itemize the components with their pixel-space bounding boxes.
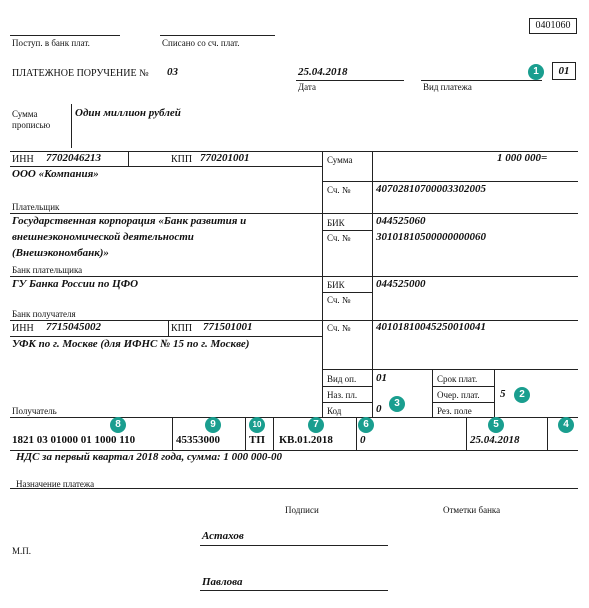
op-kod: 0: [376, 403, 382, 415]
grid-v-494: [494, 369, 495, 417]
recipient-bank-bik: 044525000: [376, 278, 426, 290]
order-date: 25.04.2018: [298, 66, 348, 78]
badge-8: 8: [110, 417, 126, 433]
tax-period: КВ.01.2018: [279, 434, 333, 446]
received-label: Поступ. в банк плат.: [12, 38, 90, 48]
signer-2: Павлова: [202, 576, 243, 588]
recipient-label: Получатель: [12, 406, 57, 416]
op-ocher: 5: [500, 388, 506, 400]
op-naz-label: Наз. пл.: [327, 390, 358, 400]
op-vid: 01: [376, 372, 387, 384]
grid-line-369: [322, 369, 578, 370]
badge-2: 2: [514, 387, 530, 403]
tax-oktmo: 45353000: [176, 434, 220, 446]
tax-v-6: [547, 417, 548, 450]
grid-v-128: [128, 151, 129, 166]
tax-basis: ТП: [249, 434, 265, 446]
payer-account: 40702810700003302005: [376, 183, 486, 195]
op-rez-label: Рез. поле: [437, 406, 472, 416]
recipient-name: УФК по г. Москве (для ИФНС № 15 по г. Москве): [12, 338, 250, 350]
debited-line: [160, 35, 275, 36]
payer-bank-name-3: (Внешэкономбанк)»: [12, 247, 109, 259]
badge-10: 10: [249, 417, 265, 433]
grid-line-402b: [432, 402, 494, 403]
sum-words-label-1: Сумма: [12, 109, 38, 119]
order-number: 03: [167, 66, 178, 78]
grid-v-322: [322, 151, 323, 417]
tax-v-2: [245, 417, 246, 450]
payer-kpp-label: КПП: [171, 154, 193, 165]
payer-bank-corr-account: 30101810500000000060: [376, 231, 486, 243]
payer-bank-name-1: Государственная корпорация «Банк развития и: [12, 215, 247, 227]
mp-label: М.П.: [12, 546, 32, 556]
purpose-label: Назначение платежа: [16, 479, 95, 489]
signature-line-1: [200, 545, 388, 546]
grid-line-276: [10, 276, 578, 277]
badge-3: 3: [389, 396, 405, 412]
tax-v-1: [172, 417, 173, 450]
payer-inn: 7702046213: [46, 152, 101, 164]
sum-words: Один миллион рублей: [75, 107, 181, 119]
tax-v-4: [356, 417, 357, 450]
grid-line-386: [322, 386, 372, 387]
payer-bank-bik-label: БИК: [327, 218, 345, 228]
debited-label: Списано со сч. плат.: [162, 38, 240, 48]
recipient-kpp-label: КПП: [171, 323, 193, 334]
recipient-bank-corr-label: Сч. №: [327, 295, 351, 305]
op-srok-label: Срок плат.: [437, 374, 478, 384]
recipient-inn-label: ИНН: [12, 323, 34, 334]
op-vid-label: Вид оп.: [327, 374, 357, 384]
recipient-account: 40101810045250010041: [376, 321, 486, 333]
op-kod-label: Код: [327, 406, 342, 416]
tax-v-3: [273, 417, 274, 450]
payer-inn-label: ИНН: [12, 154, 34, 165]
tax-doc-number: 0: [360, 434, 366, 446]
form-code: 0401060: [529, 18, 577, 34]
date-line: [296, 80, 404, 81]
tax-kbk: 1821 03 01000 01 1000 110: [12, 434, 136, 446]
sum-label: Сумма: [327, 155, 353, 165]
badge-9: 9: [205, 417, 221, 433]
badge-4: 4: [558, 417, 574, 433]
form-title: ПЛАТЕЖНОЕ ПОРУЧЕНИЕ №: [12, 68, 149, 79]
payer-name: ООО «Компания»: [12, 168, 99, 180]
tax-doc-date: 25.04.2018: [470, 434, 520, 446]
recipient-bank-bik-label: БИК: [327, 280, 345, 290]
badge-1: 1: [528, 64, 544, 80]
grid-line-386b: [432, 386, 494, 387]
payment-type-line: [421, 80, 542, 81]
payer-bank-corr-label: Сч. №: [327, 233, 351, 243]
grid-v-432: [432, 369, 433, 417]
badge-7: 7: [308, 417, 324, 433]
signature-line-2: [200, 590, 388, 591]
bank-marks-label: Отметки банка: [443, 505, 501, 515]
recipient-account-label: Сч. №: [327, 323, 351, 333]
payer-bank-label: Банк плательщика: [12, 265, 83, 275]
signatures-label: Подписи: [285, 505, 319, 515]
badge-5: 5: [488, 417, 504, 433]
grid-line-402: [322, 402, 372, 403]
grid-line-213: [10, 213, 578, 214]
payment-type-label: Вид платежа: [423, 82, 472, 92]
grid-v-372: [372, 151, 373, 417]
payer-kpp: 770201001: [200, 152, 250, 164]
payer-label: Плательщик: [12, 202, 60, 212]
recipient-kpp: 771501001: [203, 321, 253, 333]
tax-v-5: [466, 417, 467, 450]
signer-1: Астахов: [202, 530, 244, 542]
grid-line-292: [322, 292, 372, 293]
recipient-inn: 7715045002: [46, 321, 101, 333]
recipient-bank-name: ГУ Банка России по ЦФО: [12, 278, 139, 290]
grid-line-336: [10, 336, 322, 337]
grid-line-230: [322, 230, 372, 231]
badge-6: 6: [358, 417, 374, 433]
payer-bank-bik: 044525060: [376, 215, 426, 227]
op-ocher-label: Очер. плат.: [437, 390, 480, 400]
recipient-bank-label: Банк получателя: [12, 309, 76, 319]
payer-account-label: Сч. №: [327, 185, 351, 195]
received-line: [10, 35, 120, 36]
grid-line-488: [10, 488, 578, 489]
grid-v-168: [168, 320, 169, 336]
date-label: Дата: [298, 82, 316, 92]
payer-bank-name-2: внешнеэкономической деятельности: [12, 231, 194, 243]
purpose-text: НДС за первый квартал 2018 года, сумма: 1 000 000-00: [16, 451, 283, 463]
grid-line-166: [10, 166, 322, 167]
sum-words-divider: [71, 104, 72, 148]
sum-words-label-2: прописью: [12, 120, 51, 130]
grid-line-181: [322, 181, 578, 182]
payment-type-code: 01: [552, 62, 576, 80]
sum-value: 1 000 000=: [497, 152, 548, 164]
